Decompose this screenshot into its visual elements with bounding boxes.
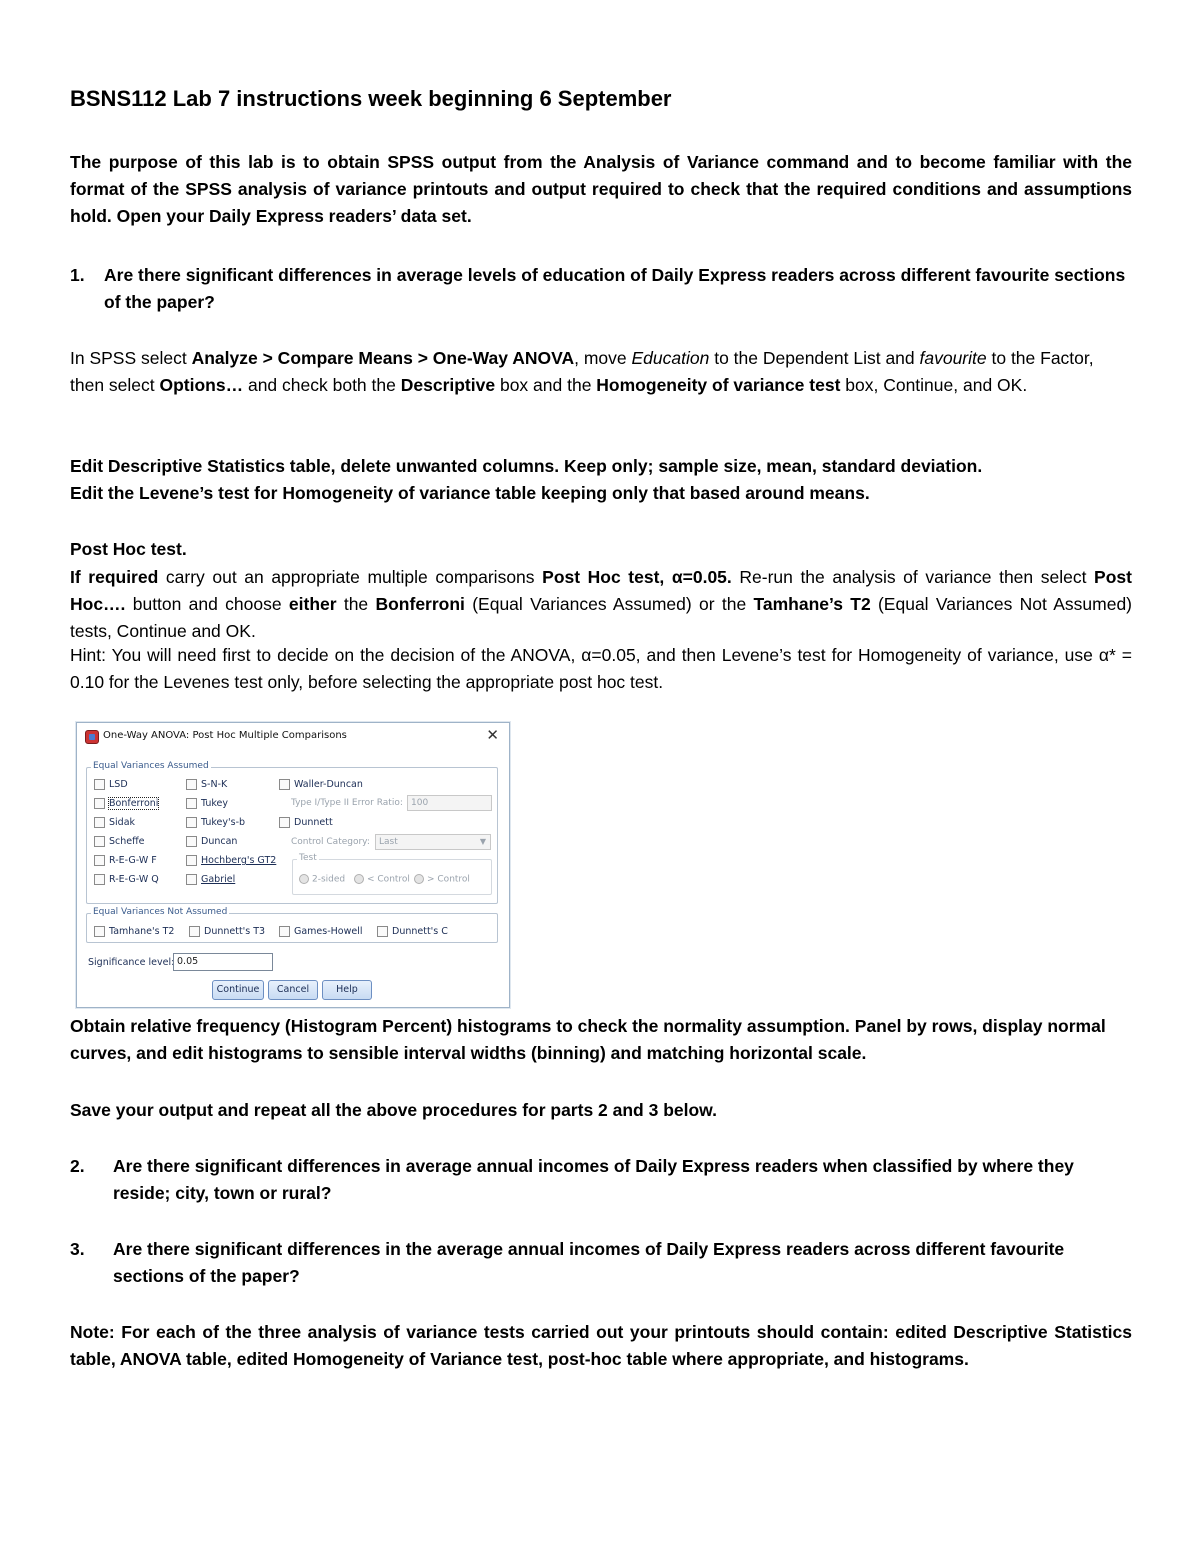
checkbox-label: Scheffe: [109, 836, 145, 847]
test-group-label: Test: [299, 853, 317, 863]
histograms-paragraph: Obtain relative frequency (Histogram Percent) histograms to check the normality assumption. Panel by rows, display normal curves, and edit histograms to sensible interval widths (binning) and matching horizontal scale.: [70, 1016, 1106, 1063]
control-category-label: Control Category:: [291, 837, 370, 847]
spss-text: to the Factor, then select: [70, 348, 1094, 395]
checkbox-tamhanes-t2[interactable]: [94, 926, 174, 937]
checkbox-label: Waller-Duncan: [294, 779, 363, 790]
posthoc-text: button and choose: [125, 594, 289, 614]
spss-variable-education: Education: [631, 348, 710, 368]
checkbox-label: Dunnett's T3: [204, 926, 266, 937]
posthoc-tamhane: Tamhane’s T2: [753, 594, 871, 614]
checkbox-sidak[interactable]: [94, 817, 135, 828]
post-hoc-dialog: [76, 722, 510, 1008]
posthoc-text: [664, 567, 672, 587]
dialog-titlebar: [85, 726, 501, 747]
checkbox-label: Tukey's-b: [201, 817, 246, 828]
equal-variances-assumed-label: Equal Variances Assumed: [93, 761, 209, 771]
checkbox-label: Dunnett: [294, 817, 333, 828]
checkbox-snk[interactable]: [186, 779, 227, 790]
checkbox-waller-duncan[interactable]: [279, 779, 363, 790]
checkbox-bonferroni[interactable]: [94, 798, 158, 809]
spss-app-icon: [85, 730, 99, 744]
posthoc-paragraph: [70, 564, 1132, 645]
control-category-select[interactable]: [375, 834, 491, 850]
checkbox-label: S-N-K: [201, 779, 228, 790]
question-3-text: Are there significant differences in the average annual incomes of Daily Express readers across different favourite sections of the paper?: [113, 1239, 1065, 1286]
edit-descriptive-line: Edit Descriptive Statistics table, delete unwanted columns. Keep only; sample size, mean, standard deviation.: [70, 456, 983, 476]
equal-variances-not-assumed-label: Equal Variances Not Assumed: [93, 907, 228, 917]
save-output-line: Save your output and repeat all the above procedures for parts 2 and 3 below.: [70, 1100, 718, 1120]
chevron-down-icon: ▼: [479, 837, 486, 846]
radio-2-sided[interactable]: [299, 874, 345, 885]
radio-label: 2-sided: [312, 874, 346, 885]
hint-paragraph: Hint: You will need first to decide on the decision of the ANOVA, α=0.05, and then Levene’s test for Homogeneity of variance, use α* = 0.10 for the Levenes test only, before selecting the appropriate post hoc test.: [70, 645, 1132, 692]
checkbox-label: Bonferroni: [109, 798, 159, 809]
question-3-number: 3.: [70, 1239, 85, 1259]
spss-text: box, Continue, and OK.: [840, 375, 1028, 395]
spss-homogeneity: Homogeneity of variance test: [596, 375, 841, 395]
checkbox-hochberg[interactable]: [186, 855, 276, 866]
checkbox-regw-q[interactable]: [94, 874, 159, 885]
checkbox-label: Tamhane's T2: [109, 926, 175, 937]
spss-text: In SPSS select: [70, 348, 192, 368]
spss-text: box and the: [495, 375, 597, 395]
checkbox-games-howell[interactable]: [279, 926, 363, 937]
checkbox-label: R-E-G-W F: [109, 855, 157, 866]
checkbox-label: Gabriel: [201, 874, 236, 885]
document-title: BSNS112 Lab 7 instructions week beginning 6 September: [70, 86, 672, 111]
note-paragraph: Note: For each of the three analysis of variance tests carried out your printouts should contain: edited Descriptive Statistics table, ANOVA table, edited Homogeneity of Variance test, post-hoc table where appropriate, and histograms.: [70, 1322, 1132, 1369]
checkbox-label: Duncan: [201, 836, 238, 847]
checkbox-label: Sidak: [109, 817, 136, 828]
radio-label: > Control: [427, 874, 470, 885]
radio-less-than-control[interactable]: [354, 874, 410, 885]
posthoc-text: carry out an appropriate multiple comparisons: [158, 567, 543, 587]
checkbox-label: Games-Howell: [294, 926, 363, 937]
posthoc-alpha: α=0.05.: [671, 567, 732, 587]
spss-text: , move: [574, 348, 632, 368]
posthoc-text: (Equal Variances Assumed) or the: [464, 594, 754, 614]
edit-levene-line: Edit the Levene’s test for Homogeneity of variance table keeping only that based around means.: [70, 483, 870, 503]
dialog-title: One-Way ANOVA: Post Hoc Multiple Comparisons: [103, 730, 347, 741]
cancel-button[interactable]: Cancel: [268, 980, 318, 1000]
posthoc-bonferroni: Bonferroni: [375, 594, 465, 614]
posthoc-bold: Post Hoc….: [70, 567, 1132, 614]
checkbox-label: Hochberg's GT2: [201, 855, 277, 866]
spss-descriptive: Descriptive: [400, 375, 496, 395]
checkbox-label: LSD: [109, 779, 128, 790]
spss-instructions-paragraph: [70, 345, 1132, 399]
posthoc-bold: If required: [70, 567, 159, 587]
control-category-value: Last: [379, 837, 398, 847]
question-1-number: 1.: [70, 265, 85, 285]
question-1-text: Are there significant differences in average levels of education of Daily Express readers across different favourite sections of the paper?: [104, 265, 1126, 312]
checkbox-label: Dunnett's C: [392, 926, 448, 937]
spss-text: and check both the: [243, 375, 401, 395]
close-icon[interactable]: ✕: [486, 726, 499, 744]
checkbox-dunnetts-t3[interactable]: [189, 926, 265, 937]
checkbox-regw-f[interactable]: [94, 855, 157, 866]
checkbox-gabriel[interactable]: [186, 874, 235, 885]
significance-level-label: Significance level:: [88, 957, 175, 968]
posthoc-heading: Post Hoc test.: [70, 539, 187, 559]
checkbox-dunnetts-c[interactable]: [377, 926, 448, 937]
posthoc-text: the: [336, 594, 376, 614]
checkbox-label: Tukey: [201, 798, 229, 809]
checkbox-lsd[interactable]: [94, 779, 128, 790]
posthoc-text: (Equal Variances Not Assumed) tests, Continue and OK.: [70, 594, 1133, 641]
spss-text: to the Dependent List and: [709, 348, 920, 368]
significance-level-input[interactable]: 0.05: [173, 953, 273, 971]
posthoc-bold: either: [288, 594, 337, 614]
posthoc-text: Re-run the analysis of variance then select: [731, 567, 1095, 587]
spss-variable-favourite: favourite: [919, 348, 987, 368]
checkbox-dunnett[interactable]: [279, 817, 333, 828]
question-2-number: 2.: [70, 1156, 85, 1176]
question-2-text: Are there significant differences in average annual incomes of Daily Express readers when classified by where they reside; city, town or rural?: [113, 1156, 1074, 1203]
checkbox-tukeys-b[interactable]: [186, 817, 245, 828]
radio-label: < Control: [367, 874, 410, 885]
checkbox-label: R-E-G-W Q: [109, 874, 159, 885]
checkbox-scheffe[interactable]: [94, 836, 145, 847]
checkbox-tukey[interactable]: [186, 798, 228, 809]
spss-options: Options…: [159, 375, 244, 395]
purpose-paragraph: The purpose of this lab is to obtain SPSS output from the Analysis of Variance command and to become familiar with the format of the SPSS analysis of variance printouts and output required to check that the required conditions and assumptions hold. Open your Daily Express readers’ data set.: [70, 152, 1132, 226]
help-button[interactable]: Help: [322, 980, 372, 1000]
posthoc-bold: Post Hoc test,: [542, 567, 665, 587]
error-ratio-label: Type I/Type II Error Ratio:: [291, 798, 403, 808]
radio-greater-than-control[interactable]: [414, 874, 470, 885]
error-ratio-input[interactable]: 100: [407, 795, 492, 811]
spss-menu-path: Analyze > Compare Means > One-Way ANOVA: [191, 348, 575, 368]
checkbox-duncan[interactable]: [186, 836, 237, 847]
continue-button[interactable]: Continue: [212, 980, 264, 1000]
